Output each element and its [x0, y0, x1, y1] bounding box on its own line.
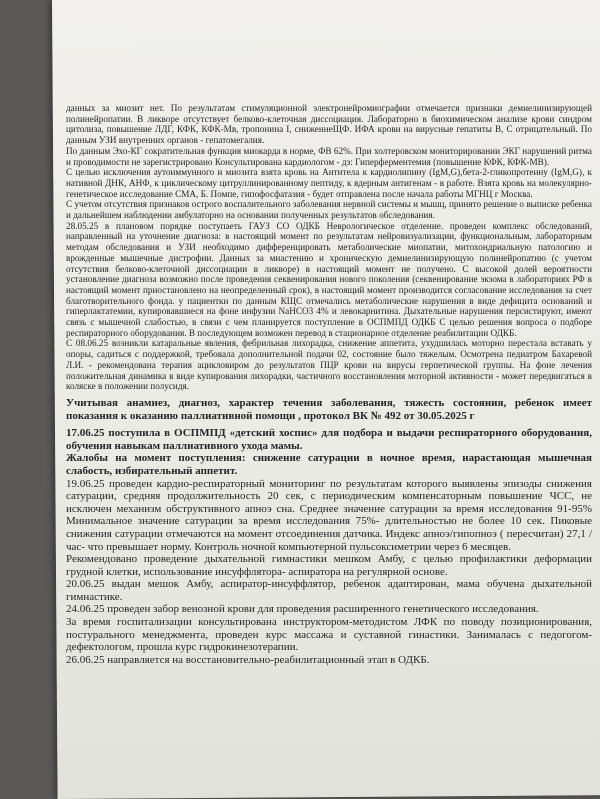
paragraph-transfer: 26.06.25 направляется на восстановительно-реабилитационный этап в ОДКБ.	[66, 653, 430, 666]
paragraph-neurology: 28.05.25 в плановом порядке поступаеть ГАУЗ СО ОДКБ Неврологическое отделение. проведен комплекс обследований, направленный на уточнение диагноза: в настоящий момент по результатам нейровизуализации, функциональным, лабораторным методам обследования и УЗИ необходимо дифференцировать метаболические миопатии, митохондриальную патологию и врожденные мышечные дистрофии. Данных за миастению и хроническую демиелинизирующую полинейропатию (с учетом отсутствия белково-клеточной диссоциации в ликворе) в настоящий момент не получено. С высокой долей вероятности установление диагноза возможно после проведения секвенирования нового поколения (секвенирование экзома в лабораториях РФ в настоящий момент приостановлено на неопределенный срок), в настоящий момент производится согласование исследования за счет благотворительного фонда. у пациентки по данным КЩС отмечались метаболические нарушения в виде дефицита оснований и гиперлактатемии, купировавшиеся на фоне инфузии NaHCO3 4% и левокарнитина. Дыхательные нарушения персистируют, имеют связь с мышечной слабостью, в связи с чем планируется поступление в ОСПМПД ОДКБ С целью решения вопроса о подборе респираторного оборудования. В последующем возможен перевод в стационарное отделение реабилитации ОДКБ.	[66, 220, 592, 338]
paragraph-echo-cg: По данным Эхо-КГ сократительная функция миокарда в норме, ФВ 62%. При холтеровском мониторировании ЭКГ нарушений ритма и проводимости не зарегистрировано Консультирована кардиологом - дз: Гиперферментемия (повышение КФК, КФК-МВ).	[66, 145, 592, 167]
paragraph-rehab-course: За время госпитализации консультирована инструктором-методистом ЛФК по поводу позиционирования, постурального менеджмента, проведен курс массажа и суставной гинастики. Занималась с педогогом-дефектологом, прошла курс гидрокинезотерапии.	[66, 616, 592, 654]
paragraph-recommendation: Рекомендовано проведение дыхательной гимнастики мешком Амбу, с целью профилактики деформации грудной клетки, использование инсуффлятора- аспиратора на регулярной основе.	[66, 553, 592, 578]
paragraph-genetic-test: 24.06.25 проведен забор венозной крови для проведения расширенного генетического исследования.	[66, 603, 539, 616]
paragraph-complaints: Жалобы на момент поступления: снижение сатурации в ночное время, нарастающая мышечная слабость, избирательный аппетит.	[66, 452, 592, 477]
paragraph-equipment: 20.06.25 выдан мешок Амбу, аспиратор-инсуффлятор, ребенок адаптирован, мама обучена дыхательной гимнастике.	[66, 578, 592, 603]
paragraph-admission: 17.06.25 поступила в ОСПМПД «детский хоспис» для подбора и выдачи респираторного оборудования, обучения навыкам паллиативного ухода мамы.	[66, 427, 592, 452]
document-text	[66, 103, 592, 666]
paragraph-infection: С 08.06.25 возникли катаральные явления, фебрильная лихорадка, снижение аппетита, ухудшилась моторно перестала вставать у опоры, садиться с поддержкой, требовала дополнительной подачи 02, состояние было тяжелым. Осмотрена педиатром Бахаревой Л.И. - рекомендована терапия ацикловиром до результатов ПЦР крови на вирусы герпетической группы. На фоне лечения положительная динамика в виде купирования лихорадки, частичного восстановления моторной активности - может передвигаться в коляске в положении полусидя.	[66, 338, 592, 392]
paragraph-myositis: данных за миозит нет. По результатам стимуляционной электронейромиографии отмечается признаки демиелинизирующей полинейропатии. В ликворе отсутствует белково-клеточная диссоциация. Лабораторно в биохимическом анализе крови синдром цитолиза, повышение ЛДГ, КФК, КФК-Мв, тропонина I, сниженнеЩФ. ИФА крови на вирусные гепатиты В, С отрицательный. По данным УЗИ внутренних органов - гепатомегалия.	[66, 103, 592, 146]
paragraph-discharge: С учетом отсутствия признаков острого воспалительного заболевания нервной системы и мышц, принято решение о выписке ребенка и дальнейшем наблюдении амбулаторно на основании полученных результатов обследования.	[66, 199, 592, 221]
paragraph-monitoring: 19.06.25 проведен кардио-респираторный мониторинг по результатам которого выявлены эпизоды снижения сатурации, средняя продолжительность 20 сек, с периодическим компенсаторным повышение ЧСС, не исключен механизм обструктивного апноэ сна. Среднее значение сатурации за время исследования 91-95% Минимальное значение сатурации за время исследования 75%- длительностью не более 10 сек. Пиковые снижения сатурации отмечаются на момент отсоединения датчика. Индекс апноэ/гипопноэ ( пересчитан) 27,1 /час- что превышает норму. Контроль ночной компьютерной пульсоксиметрии через 6 месяцев.	[66, 477, 592, 553]
paragraph-autoimmune: С целью исключения аутоиммунного и миозита взята кровь на Антитела к кардиолипину (IgM,G),бета-2-гликопротеину (IgM,G), к нативной ДНК, АНФ, к циклическому цитруллинированному пептиду, к ядерным антигенам - в работе. Взята кровь на молекулярно-генетическое исследование СМА, Б. Помпе, гипофосфатазия - будет отправлена после начала работы МГНЦ г Москва.	[66, 167, 592, 199]
paragraph-palliative-conclusion: Учитывая анамнез, диагноз, характер течения заболевания, тяжесть состояния, ребенок имеет показания к оказанию паллиативной помощи , протокол ВК № 492 от 30.05.2025 г	[66, 396, 592, 422]
